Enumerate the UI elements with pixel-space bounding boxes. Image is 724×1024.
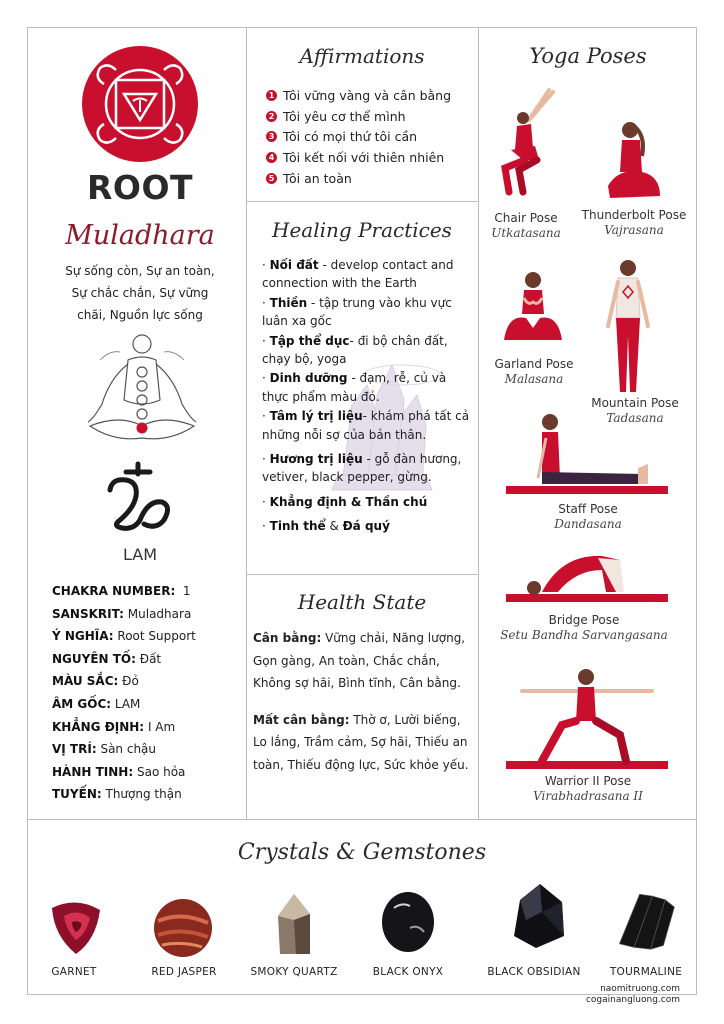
pose-sanskrit: Malasana <box>504 372 564 386</box>
healing-term: Đá quý <box>342 519 390 534</box>
pose-card <box>576 208 692 238</box>
healing-term: Tinh thể <box>269 519 326 534</box>
health-title: Health State <box>297 590 427 614</box>
healing-item: · Nối đất - develop contact and connection with the Earth <box>262 258 454 291</box>
property-key: CHAKRA NUMBER: <box>52 584 176 598</box>
crystals-title: Crystals & Gemstones <box>237 840 487 865</box>
pose-sanskrit: Dandasana <box>554 517 622 531</box>
healing-desc: - đạm, rễ, củ và thực phẩm màu đỏ. <box>262 371 447 404</box>
garland-pose-figure-icon <box>498 268 568 348</box>
number-badge: 5 <box>266 173 277 184</box>
healing-term: Khẳng định & Thần chú <box>269 494 428 509</box>
property-row <box>52 629 240 652</box>
divider-healing <box>246 574 478 575</box>
property-key: Ý NGHĨA: <box>52 629 114 644</box>
property-key: HÀNH TINH: <box>52 764 134 779</box>
divider-affirmations <box>246 201 478 202</box>
lam-bija-glyph-icon <box>100 460 176 536</box>
black-obsidian-gem-icon <box>506 880 570 952</box>
meaning-line: Sự sống còn, Sự an toàn, <box>65 264 215 278</box>
pose-name: Thunderbolt Pose <box>581 208 687 222</box>
property-row <box>52 742 240 765</box>
crystal-label: GARNET <box>51 966 97 978</box>
crystal-label: SMOKY QUARTZ <box>250 966 338 978</box>
pose-name: Staff Pose <box>558 502 618 516</box>
crystal-label: RED JASPER <box>151 966 217 978</box>
affirmation-text: Tôi kết nối với thiên nhiên <box>283 150 445 166</box>
staff-pose-figure-icon <box>502 408 672 498</box>
property-key: NGUYÊN TỐ: <box>52 651 136 666</box>
affirmation-text: Tôi vững vàng và cân bằng <box>283 87 452 103</box>
mantra-label: LAM <box>122 545 158 564</box>
affirmation-item <box>266 168 476 189</box>
number-badge: 1 <box>266 90 277 101</box>
crystal-label: BLACK OBSIDIAN <box>487 966 581 978</box>
divider-crystals <box>27 819 697 820</box>
pose-sanskrit: Setu Bandha Sarvangasana <box>500 628 668 642</box>
healing-desc: - gỗ đàn hương, vetiver, black pepper, gừng. <box>262 452 462 485</box>
property-value: I Am <box>147 719 176 734</box>
credit-link: naomitruong.com <box>600 984 680 994</box>
property-value: Root Support <box>117 629 196 644</box>
chakra-sanskrit-name: Muladhara <box>65 220 215 251</box>
yoga-title: Yoga Poses <box>529 44 647 68</box>
number-badge: 4 <box>266 152 277 163</box>
imbalanced-state <box>253 709 475 777</box>
healing-term: Nối đất <box>269 258 319 272</box>
crystal-label: TOURMALINE <box>609 966 683 978</box>
healing-title: Healing Practices <box>272 218 452 242</box>
property-key: MÀU SẮC: <box>52 674 119 689</box>
property-key: VỊ TRÍ: <box>52 742 97 757</box>
pose-card <box>486 357 582 387</box>
pose-name: Garland Pose <box>494 357 574 371</box>
property-value: Thượng thận <box>105 787 182 802</box>
affirmation-text: Tôi yêu cơ thể mình <box>283 108 406 124</box>
chakra-properties <box>52 584 240 810</box>
affirmation-item <box>266 106 476 127</box>
pose-sanskrit: Tadasana <box>606 411 664 425</box>
property-key: TUYẾN: <box>52 787 102 802</box>
tourmaline-gem-icon <box>614 884 678 954</box>
property-key: ÂM GỐC: <box>52 696 112 711</box>
property-row <box>52 720 240 743</box>
pose-sanskrit: Vajrasana <box>604 223 664 237</box>
red-jasper-gem-icon <box>152 897 214 959</box>
pose-card <box>498 613 670 643</box>
pose-sanskrit: Utkatasana <box>491 226 561 240</box>
credit-link: cogainangluong.com <box>585 995 680 1005</box>
divider-right <box>478 27 479 819</box>
pose-card <box>520 774 656 804</box>
property-row <box>52 787 240 810</box>
healing-desc: & <box>325 519 343 534</box>
meaning-line: chãi, Nguồn lực sống <box>77 308 203 322</box>
black-onyx-gem-icon <box>380 890 436 954</box>
crystal-label: BLACK ONYX <box>372 966 444 978</box>
pose-name: Mountain Pose <box>591 396 679 410</box>
affirmation-item <box>266 127 476 148</box>
chakra-title: ROOT <box>86 168 194 207</box>
healing-desc: - develop contact and connection with the Earth <box>262 258 454 291</box>
balanced-text: Vững chải, Năng lượng, Gọn gàng, An toàn, Chắc chắn, Không sợ hãi, Bình tĩnh, Cân bằng. <box>253 631 466 690</box>
affirmation-text: Tôi có mọi thứ tôi cần <box>283 129 418 145</box>
healing-term: Tập thể dục <box>269 333 350 348</box>
healing-desc: - đi bộ chân đất, chạy bộ, yoga <box>262 333 448 367</box>
healing-item: · Tâm lý trị liệu- khám phá tất cả những nỗi sợ của bản thân. <box>262 409 470 442</box>
property-key: KHẲNG ĐỊNH: <box>52 719 145 734</box>
property-row <box>52 765 240 788</box>
garnet-gem-icon <box>46 896 106 956</box>
property-value: Sàn chậu <box>100 742 157 757</box>
affirmations-title: Affirmations <box>299 44 425 68</box>
pose-card <box>486 211 566 241</box>
bridge-pose-figure-icon <box>502 548 672 608</box>
healing-list <box>262 256 472 537</box>
affirmation-text: Tôi an toàn <box>283 171 352 187</box>
healing-item: · Thiền - tập trung vào khu vực luân xa gốc <box>262 295 452 329</box>
imbalanced-label: Mất cân bằng: <box>253 712 350 727</box>
pose-name: Warrior II Pose <box>544 774 632 788</box>
healing-term: Tâm lý trị liệu <box>269 409 363 424</box>
mountain-pose-figure-icon <box>598 256 658 396</box>
number-badge: 3 <box>266 131 277 142</box>
imbalanced-text: Thờ ơ, Lười biếng, Lo lắng, Trầm cảm, Sợ hãi, Thiếu an toàn, Thiếu động lực, Sức khỏe yếu. <box>253 712 469 772</box>
warrior-ii-pose-figure-icon <box>502 665 672 775</box>
healing-item: · Tập thể dục- đi bộ chân đất, chạy bộ, yoga <box>262 333 448 367</box>
healing-item: · Hương trị liệu - gỗ đàn hương, vetiver, black pepper, gừng. <box>262 452 462 485</box>
healing-term: Dinh dưỡng <box>269 371 348 386</box>
thunderbolt-pose-figure-icon <box>598 116 668 206</box>
meditation-figure-icon <box>80 330 204 452</box>
property-key: SANSKRIT: <box>52 606 124 621</box>
affirmation-item <box>266 147 476 168</box>
property-row <box>52 697 240 720</box>
property-row <box>52 674 240 697</box>
affirmations-list <box>266 85 476 189</box>
healing-item: · Dinh dưỡng - đạm, rễ, củ và thực phẩm màu đỏ. <box>262 371 447 404</box>
chair-pose-figure-icon <box>493 88 563 198</box>
healing-term: Thiền <box>269 295 308 310</box>
property-row <box>52 652 240 675</box>
pose-card <box>528 502 648 532</box>
healing-term: Hương trị liệu <box>269 452 363 467</box>
balanced-state <box>253 627 475 695</box>
number-badge: 2 <box>266 111 277 122</box>
divider-left <box>246 27 247 819</box>
chakra-meaning <box>48 260 232 326</box>
healing-item: · Tinh thể & Đá quý <box>262 519 390 534</box>
healing-desc: - tập trung vào khu vực luân xa gốc <box>262 295 452 329</box>
pose-sanskrit: Virabhadrasana II <box>533 789 643 803</box>
property-value: Muladhara <box>127 606 192 621</box>
healing-item: · Khẳng định & Thần chú <box>262 494 428 509</box>
meaning-line: Sự chắc chắn, Sự vững <box>71 286 209 300</box>
property-value: Sao hỏa <box>136 764 186 779</box>
property-row <box>52 607 240 630</box>
pose-name: Bridge Pose <box>548 613 620 627</box>
affirmation-item <box>266 85 476 106</box>
pose-name: Chair Pose <box>494 211 558 225</box>
root-chakra-symbol-icon <box>80 44 200 164</box>
property-value: Đỏ <box>122 674 139 689</box>
smoky-quartz-gem-icon <box>270 890 320 960</box>
property-value: Đất <box>139 651 162 666</box>
property-row <box>52 584 240 607</box>
health-state <box>253 627 475 776</box>
property-value: LAM <box>114 696 141 711</box>
healing-desc: - khám phá tất cả những nỗi sợ của bản thân. <box>262 409 470 442</box>
balanced-label: Cân bằng: <box>253 631 322 645</box>
property-value: 1 <box>182 584 191 598</box>
